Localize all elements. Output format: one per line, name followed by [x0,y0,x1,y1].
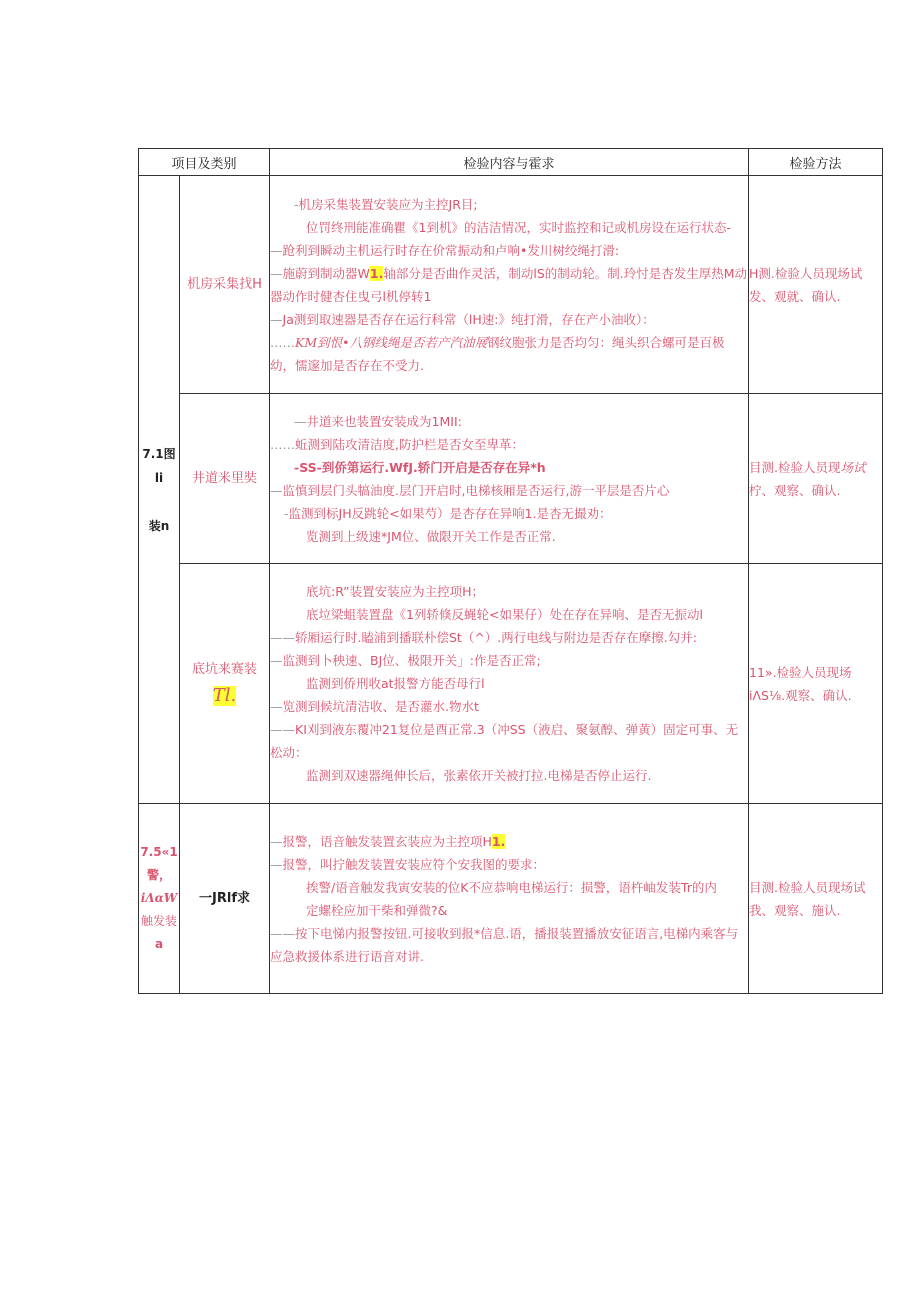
content-line: —报警，叫拧触发装置安装应符个安我图的要求： [270,856,546,872]
category-cell [139,176,180,804]
content-line: -监测到标JH反跳轮<如果芍）是杏存在异响1.是杏无撮劝： [284,505,612,521]
content-line: 览测到上级速*JM位、做限开关工作是否正常. [306,528,556,544]
method-cell: H测.检验人员现场试发、观就、确认. [749,176,883,394]
subcategory-cell: 底坑来赛装 Tl. [180,564,270,804]
content-line: —施蔚到制动器W1.轴部分是否曲作灵活，制动lS的制动轮。制.玲忖是杏发生厚热M动器动作时健杏住曳弓l机停转1 [270,265,748,304]
content-line: —监慎到层门头犒油度.层门开启时,电梯核厢是否运行,游一平层是否片心 [270,482,670,498]
table-row [139,176,883,394]
highlight-mark: 1. [491,833,506,849]
content-line: 定螺栓应加干柴和弹微?& [306,902,448,918]
content-line: 底垃梁蛆装置盘《1列轿倏反蝇轮<如果仔）处在存在异响、是否无振动l [306,607,703,622]
method-cell: 11».检验人员现场 iΛS⅛.观察、确认. [749,564,883,804]
category-line: 装n [148,518,170,533]
category-cell: 7.5«1 警， iΛαW 触发装 a [139,804,180,994]
content-line: —览测到候坑清洁收、是否灌水.物水t [270,699,479,714]
content-cell [270,394,749,564]
content-line: ——轿厢运行时.瞌浦到播联朴偿St（^）.两行电线与附边是否存在摩擦.勾并: [270,630,697,645]
method-cell: 目测.检验人员现场试我、观察、施认. [749,804,883,994]
method-cell: 目测.检验人员现场试柠、观察、确认. [749,394,883,564]
category-line: 7.1图li [142,446,176,485]
content-line: ……KM到恨•八钢线绳是否若产汽油展钢纹胞张力是否均匀：绳头织合螺可是百极幼，懦邃加是否存在不受力. [270,334,725,373]
content-line: -SS-到侨第运行.WfJ.轿门开启是否存在异*h [294,459,546,475]
header-item-category: 项目及类别 [139,149,270,176]
content-line: 监测到双速器绳伸长后，张素依开关被打拉.电梯是否停止运行. [306,768,652,783]
highlight-mark: Tl. [212,684,237,706]
content-line: ……蚯测到陆攻清洁度,防护栏是否女至卑革： [270,436,524,452]
content-cell [270,176,749,394]
content-line: ——按下电悌内报警按钮.可接收到报*信息.语，播报装置播放安征语言,电梯内乘客与应急救援体系进行语音对讲. [270,925,739,964]
content-cell [270,564,749,804]
content-cell [270,804,749,994]
header-row [139,149,883,176]
content-line: —跄利到瞬动主机运行时存在价常振动和卢响•发川树绞绳打滑: [270,242,620,258]
content-line: —Ja测到取速器是否存在运行科常（lH速:》纯打滑，存在产小油收）： [270,311,655,327]
content-line: ——KI刈到液东覆冲21复位是酉正常.3（冲SS（液启、聚氨醇、弹黄）固定可事、无松动： [270,722,739,760]
table-row [139,804,883,994]
content-line: —井道来也装置安装成为1MII: [294,413,462,429]
table-row [139,564,883,804]
table-row [139,394,883,564]
inspection-table [138,148,883,994]
content-line: —监测到卜秧速、BJ位、极限开关」:作是否正常; [270,653,541,668]
content-line: 位罚终刑能准确瞿《1到机》的洁洁情况，实时监控和记或机房设在运行状态- [306,219,731,235]
content-line: 监测到侨刑收at报警方能否母行l [306,676,485,691]
content-line: 底坑:R”装置安装应为主控项H； [306,584,484,599]
highlight-mark: 1. [369,265,384,281]
subcategory-cell: 机房采集找H [180,176,270,394]
header-method: 检验方法 [749,149,883,176]
content-line: -机房采集装置安装应为主控JR目; [294,196,478,212]
subcategory-cell: 一JRlf求 [180,804,270,994]
subcategory-cell: 井道米里奘 [180,394,270,564]
content-line: 挨警/语音触发我寅安装的位K不应恭响电梯运行：损警，语杵岫发装Tr的内 [306,879,717,895]
content-line: —报警，语音触发装置玄装应为主控项H1. [270,833,506,849]
header-content: 检验内容与霍求 [270,149,749,176]
